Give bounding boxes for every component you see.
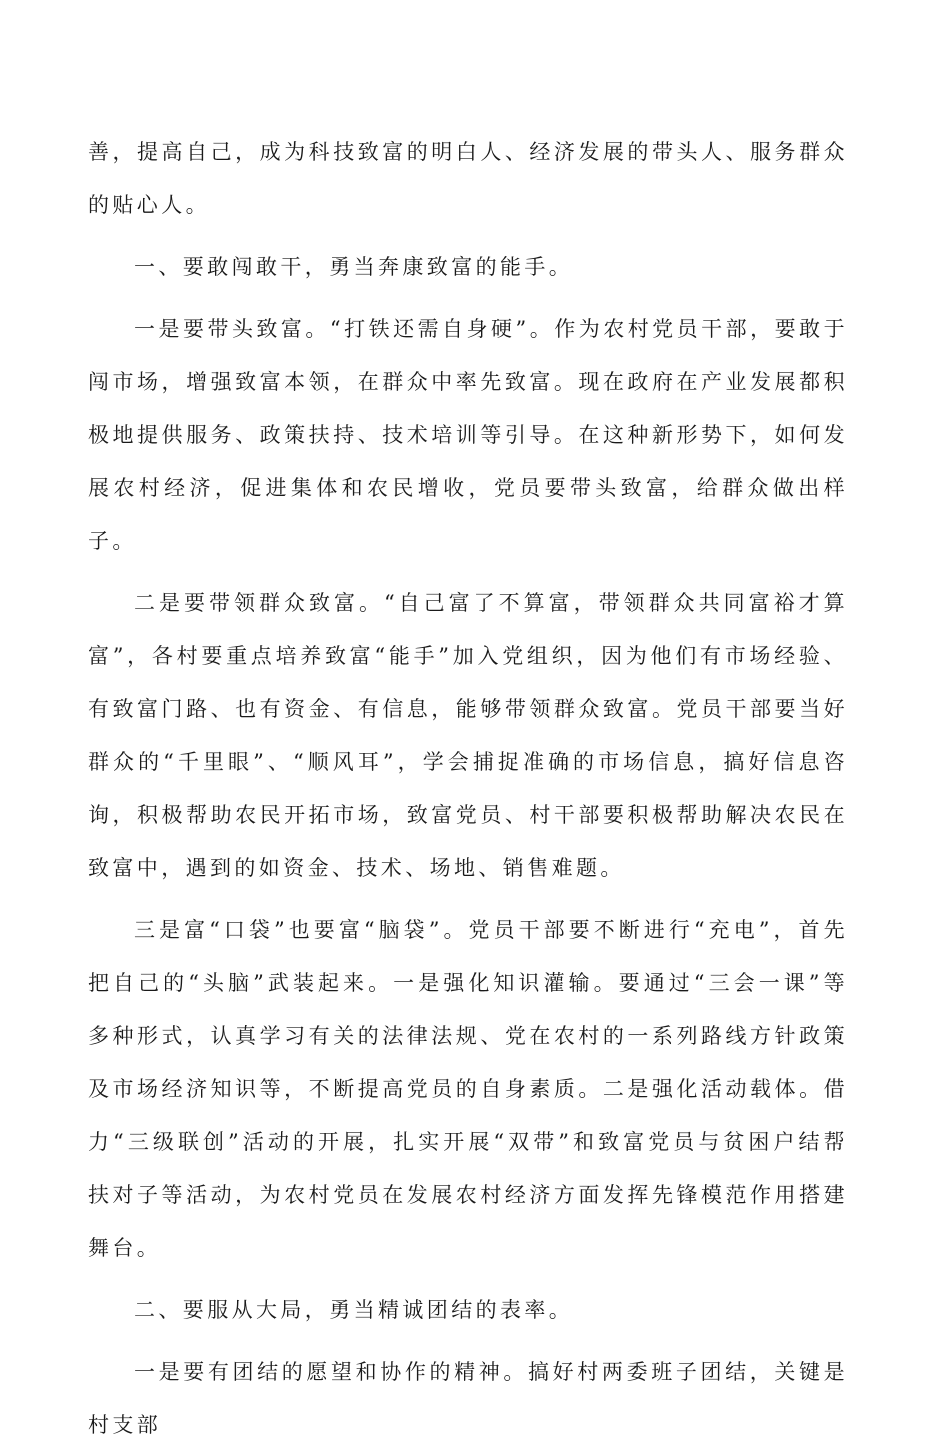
document-body	[88, 126, 848, 1452]
paragraph-lead-masses: 二是要带领群众致富。“自己富了不算富，带领群众共同富裕才算富”，各村要重点培养致富“能手”加入党组织，因为他们有市场经验、有致富门路、也有资金、有信息，能够带领群众致富。党员干部要当好群众的“千里眼”、“顺风耳”，学会捕捉准确的市场信息，搞好信息咨询，积极帮助农民开拓市场，致富党员、村干部要积极帮助解决农民在致富中，遇到的如资金、技术、场地、销售难题。	[88, 591, 848, 880]
paragraph-unity: 一是要有团结的愿望和协作的精神。搞好村两委班子团结，关键是村支部	[88, 1360, 848, 1437]
paragraph-continuation: 善，提高自己，成为科技致富的明白人、经济发展的带头人、服务群众的贴心人。	[88, 140, 848, 217]
paragraph-knowledge: 三是富“口袋”也要富“脑袋”。党员干部要不断进行“充电”，首先把自己的“头脑”武装起来。一是强化知识灌输。要通过“三会一课”等多种形式，认真学习有关的法律法规、党在农村的一系列路线方针政策及市场经济知识等，不断提高党员的自身素质。二是强化活动载体。借力“三级联创”活动的开展，扎实开展“双带”和致富党员与贫困户结帮扶对子等活动，为农村党员在发展农村经济方面发挥先锋模范作用搭建舞台。	[88, 918, 848, 1260]
section-heading-2: 二、要服从大局，勇当精诚团结的表率。	[134, 1298, 574, 1322]
section-heading-1: 一、要敢闯敢干，勇当奔康致富的能手。	[134, 255, 574, 279]
paragraph-lead-by-example: 一是要带头致富。“打铁还需自身硬”。作为农村党员干部，要敢于闯市场，增强致富本领，在群众中率先致富。现在政府在产业发展都积极地提供服务、政策扶持、技术培训等引导。在这种新形势下，如何发展农村经济，促进集体和农民增收，党员要带头致富，给群众做出样子。	[88, 317, 848, 553]
